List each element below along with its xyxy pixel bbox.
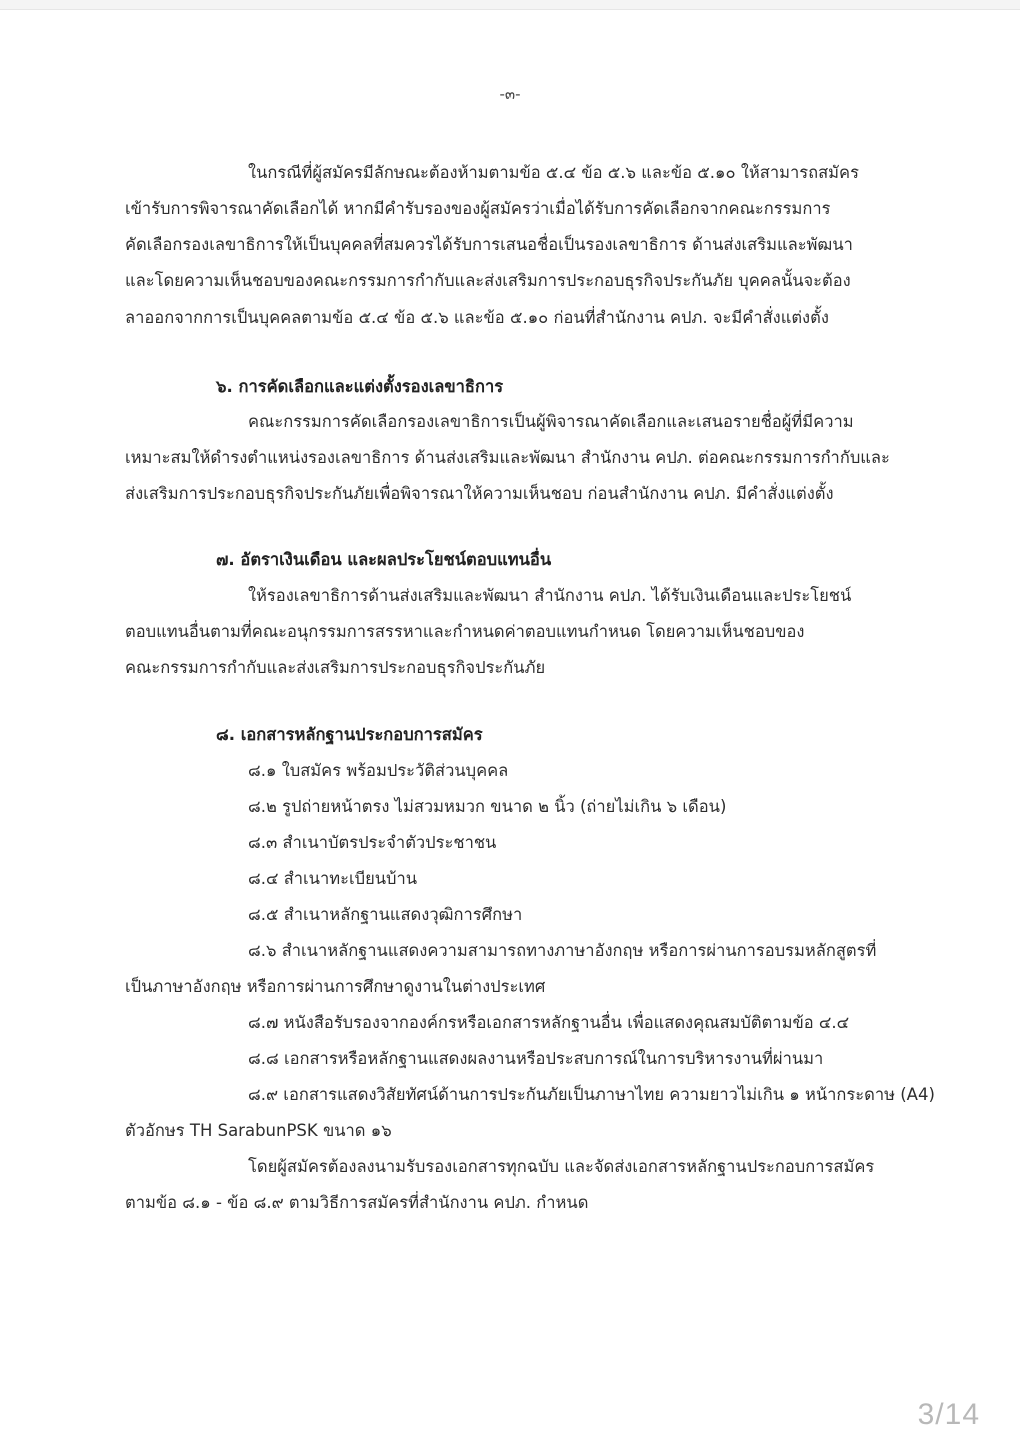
paragraph-line: เข้ารับการพิจารณาคัดเลือกได้ หากมีคำรับรองของผู้สมัครว่าเมื่อได้รับการคัดเลือกจากคณะกรรมการ <box>125 199 831 218</box>
section-heading: ๘. เอกสารหลักฐานประกอบการสมัคร <box>216 725 483 744</box>
list-item: ๘.๗ หนังสือรับรองจากองค์กรหรือเอกสารหลักฐานอื่น เพื่อแสดงคุณสมบัติตามข้อ ๔.๔ <box>248 1013 850 1032</box>
paragraph-line: ตามข้อ ๘.๑ - ข้อ ๘.๙ ตามวิธีการสมัครที่สำนักงาน คปภ. กำหนด <box>125 1193 589 1212</box>
document-page <box>0 10 1020 1440</box>
paragraph-line: เหมาะสมให้ดำรงตำแหน่งรองเลขาธิการ ด้านส่งเสริมและพัฒนา สำนักงาน คปภ. ต่อคณะกรรมการกำกับและ <box>125 448 890 467</box>
paragraph-line: และโดยความเห็นชอบของคณะกรรมการกำกับและส่งเสริมการประกอบธุรกิจประกันภัย บุคคลนั้นจะต้อง <box>125 271 851 290</box>
list-item: ๘.๒ รูปถ่ายหน้าตรง ไม่สวมหมวก ขนาด ๒ นิ้ว (ถ่ายไม่เกิน ๖ เดือน) <box>248 797 727 816</box>
paragraph-line: ส่งเสริมการประกอบธุรกิจประกันภัยเพื่อพิจารณาให้ความเห็นชอบ ก่อนสำนักงาน คปภ. มีคำสั่งแต่งตั้ง <box>125 484 834 503</box>
paragraph-line: ตอบแทนอื่นตามที่คณะอนุกรรมการสรรหาและกำหนดค่าตอบแทนกำหนด โดยความเห็นชอบของ <box>125 622 805 641</box>
section-heading: ๖. การคัดเลือกและแต่งตั้งรองเลขาธิการ <box>216 377 504 396</box>
section-heading: ๗. อัตราเงินเดือน และผลประโยชน์ตอบแทนอื่น <box>216 550 552 569</box>
paragraph-line: ในกรณีที่ผู้สมัครมีลักษณะต้องห้ามตามข้อ ๕.๔ ข้อ ๕.๖ และข้อ ๕.๑๐ ให้สามารถสมัคร <box>248 163 859 182</box>
list-item: ๘.๓ สำเนาบัตรประจำตัวประชาชน <box>248 833 497 852</box>
paragraph-line: คณะกรรมการกำกับและส่งเสริมการประกอบธุรกิจประกันภัย <box>125 658 546 677</box>
list-item: ๘.๙ เอกสารแสดงวิสัยทัศน์ด้านการประกันภัยเป็นภาษาไทย ความยาวไม่เกิน ๑ หน้ากระดาษ (A4) <box>248 1085 935 1104</box>
paragraph-line: คณะกรรมการคัดเลือกรองเลขาธิการเป็นผู้พิจารณาคัดเลือกและเสนอรายชื่อผู้ที่มีความ <box>248 412 854 431</box>
paragraph-line: ลาออกจากการเป็นบุคคลตามข้อ ๕.๔ ข้อ ๕.๖ และข้อ ๕.๑๐ ก่อนที่สำนักงาน คปภ. จะมีคำสั่งแต่งตั้ง <box>125 308 829 327</box>
paragraph-line: ให้รองเลขาธิการด้านส่งเสริมและพัฒนา สำนักงาน คปภ. ได้รับเงินเดือนและประโยชน์ <box>248 586 852 605</box>
list-item-continuation: เป็นภาษาอังกฤษ หรือการผ่านการศึกษาดูงานในต่างประเทศ <box>125 977 546 996</box>
list-item: ๘.๑ ใบสมัคร พร้อมประวัติส่วนบุคคล <box>248 761 509 780</box>
list-item: ๘.๘ เอกสารหรือหลักฐานแสดงผลงานหรือประสบการณ์ในการบริหารงานที่ผ่านมา <box>248 1049 824 1068</box>
paragraph-line: โดยผู้สมัครต้องลงนามรับรองเอกสารทุกฉบับ และจัดส่งเอกสารหลักฐานประกอบการสมัคร <box>248 1157 875 1176</box>
list-item: ๘.๖ สำเนาหลักฐานแสดงความสามารถทางภาษาอังกฤษ หรือการผ่านการอบรมหลักสูตรที่ <box>248 941 877 960</box>
viewer-top-edge <box>0 0 1020 10</box>
page-header-number: -๓- <box>499 85 521 103</box>
page-counter: 3/14 <box>917 1398 980 1431</box>
list-item-continuation: ตัวอักษร TH SarabunPSK ขนาด ๑๖ <box>125 1121 392 1140</box>
list-item: ๘.๕ สำเนาหลักฐานแสดงวุฒิการศึกษา <box>248 905 523 924</box>
paragraph-line: คัดเลือกรองเลขาธิการให้เป็นบุคคลที่สมควรได้รับการเสนอชื่อเป็นรองเลขาธิการ ด้านส่งเสริมและพัฒนา <box>125 235 853 254</box>
list-item: ๘.๔ สำเนาทะเบียนบ้าน <box>248 869 418 888</box>
